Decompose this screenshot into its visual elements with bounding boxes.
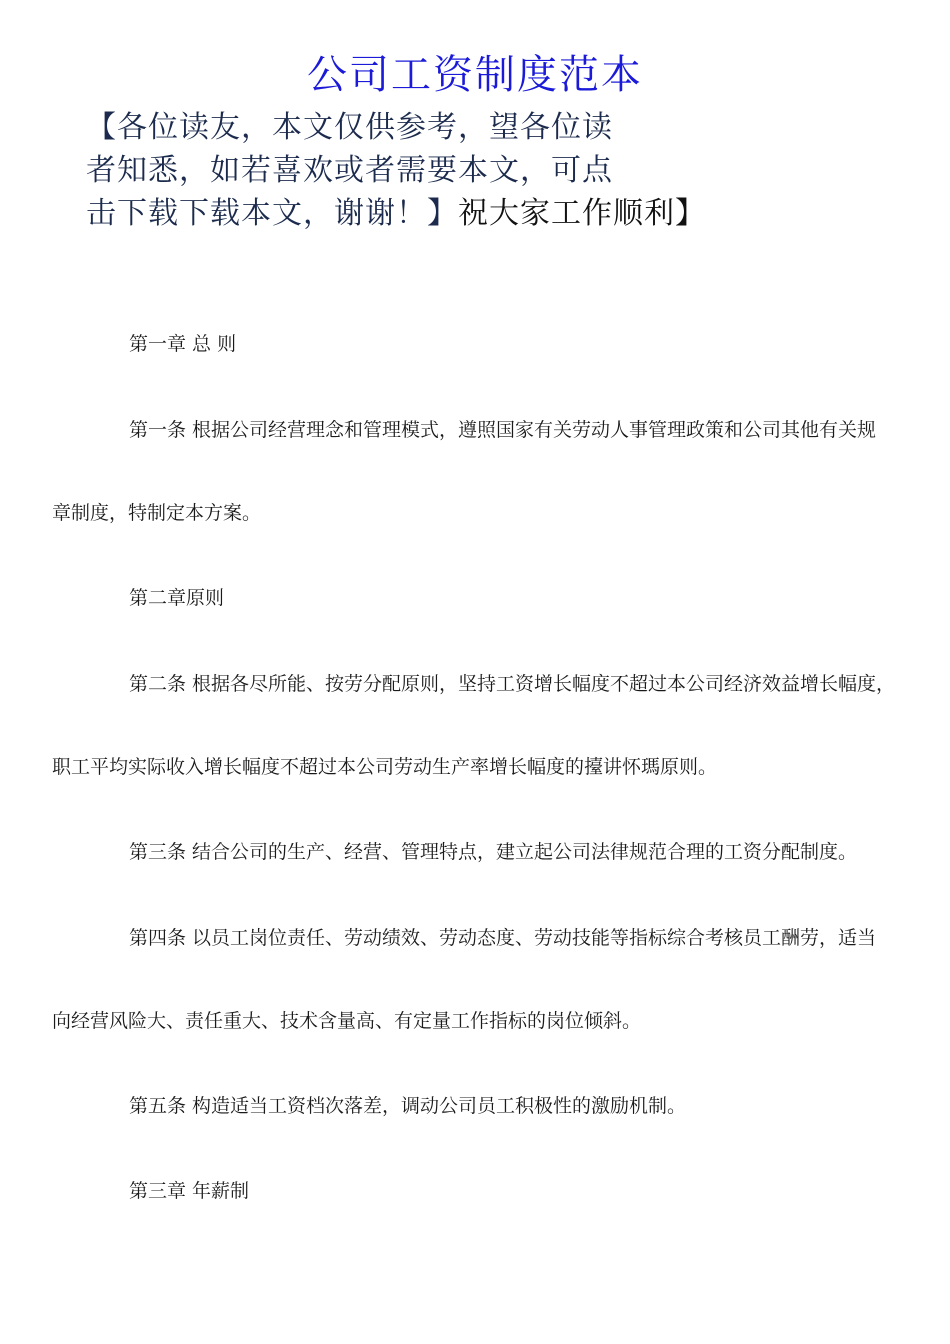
chapter-1-heading: 第一章 总 则 <box>129 333 237 355</box>
notice-line-3 <box>86 192 726 235</box>
article-4-line-1: 第四条 以员工岗位责任、劳动绩效、劳动态度、劳动技能等指标综合考核员工酬劳，适当 <box>129 927 877 949</box>
article-2-line-1: 第二条 根据各尽所能、按劳分配原则，坚持工资增长幅度不超过本公司经济效益增长幅度， <box>129 673 896 695</box>
article-1-line-1: 第一条 根据公司经营理念和管理模式，遵照国家有关劳动人事管理政策和公司其他有关规 <box>129 419 877 441</box>
chapter-3-heading: 第三章 年薪制 <box>129 1180 250 1202</box>
chapter-2-heading: 第二章原则 <box>129 587 225 609</box>
article-3: 第三条 结合公司的生产、经营、管理特点，建立起公司法律规范合理的工资分配制度。 <box>129 841 858 863</box>
article-1-line-2: 章制度，特制定本方案。 <box>52 502 262 524</box>
notice-line-3-wish: 祝大家工作顺利】 <box>458 196 706 231</box>
notice-line-1: 【各位读友，本文仅供参考，望各位读 <box>86 110 613 145</box>
document-title: 公司工资制度范本 <box>307 52 643 98</box>
notice-line-3-thanks: 击下载下载本文，谢谢！】 <box>86 196 458 231</box>
notice-line-2: 者知悉，如若喜欢或者需要本文，可点 <box>86 153 613 188</box>
article-5: 第五条 构造适当工资档次落差，调动公司员工积极性的激励机制。 <box>129 1095 687 1117</box>
reader-notice <box>86 106 726 235</box>
article-4-line-2: 向经营风险大、责任重大、技术含量高、有定量工作指标的岗位倾斜。 <box>52 1010 642 1032</box>
article-2-line-2: 职工平均实际收入增长幅度不超过本公司劳动生产率增长幅度的擡讲怀瑪原则。 <box>52 756 718 778</box>
